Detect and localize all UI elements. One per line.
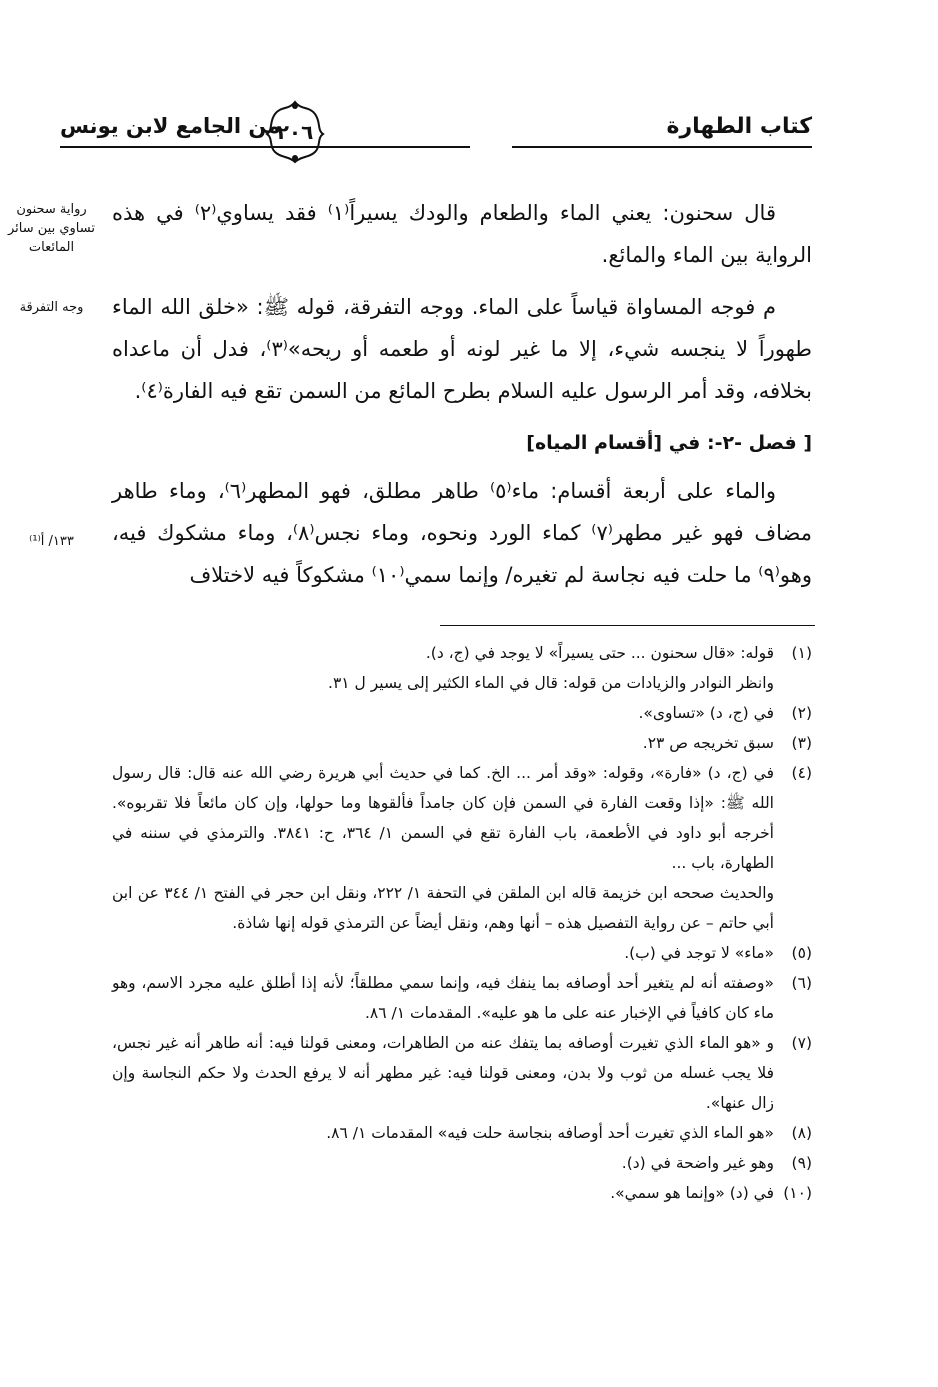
page-number: ٢٠٦ bbox=[276, 120, 314, 144]
footnote bbox=[112, 1118, 812, 1148]
book-title: كتاب الطهارة bbox=[666, 114, 812, 139]
footnote bbox=[112, 698, 812, 728]
margin-note-riwaya: رواية سحنون تساوي بين سائر المائعات bbox=[8, 202, 95, 255]
footnote bbox=[112, 1028, 812, 1118]
running-title: من الجامع لابن يونس bbox=[60, 114, 281, 138]
footnote-number: (٦) bbox=[791, 974, 812, 992]
footnote-text: «وصفته أنه لم يتغير أحد أوصافه بما ينفك فيه، وإنما سمي مطلقاً؛ لأنه إذا أطلق عليه مجرد الاسم، وهو ماء كان كافياً في الإخبار عنه على ما هو عليه». المقدمات ١/ ٨٦. bbox=[112, 974, 774, 1022]
margin-folio-ref: ١٣٣/ أ⁽¹⁾ bbox=[29, 534, 74, 549]
footnote-number: (٢) bbox=[791, 704, 812, 722]
footnote bbox=[112, 1178, 812, 1208]
footnote bbox=[112, 638, 812, 698]
footnote-number: (١) bbox=[791, 644, 812, 662]
footnote-text: وانظر النوادر والزيادات من قوله: قال في الماء الكثير إلى يسير ل ٣١. bbox=[328, 674, 774, 692]
footnote-number: (٩) bbox=[791, 1154, 812, 1172]
footnote bbox=[112, 728, 812, 758]
footnote-number: (٧) bbox=[791, 1034, 812, 1052]
footnote-text: «هو الماء الذي تغيرت أحد أوصافه بنجاسة حلت فيه» المقدمات ١/ ٨٦. bbox=[326, 1124, 774, 1142]
footnote-number: (٨) bbox=[791, 1124, 812, 1142]
header-rule-left bbox=[60, 146, 470, 148]
footnote-text: في (ج، د) «تساوى». bbox=[638, 704, 774, 722]
section-heading: [ فصل -٢-: في [أقسام المياه] bbox=[526, 432, 812, 454]
footnote-number: (٥) bbox=[791, 944, 812, 962]
margin-note-tafriqa: وجه التفرقة bbox=[19, 300, 84, 315]
footnote bbox=[112, 938, 812, 968]
paragraph-3: والماء على أربعة أقسام: ماء⁽٥⁾ طاهر مطلق، فهو المطهر⁽٦⁾، وماء طاهر مضاف فهو غير مطهر⁽٧⁾ كماء الورد ونحوه، وماء نجس⁽٨⁾، وماء مشكوك فيه، وهو⁽٩⁾ ما حلت فيه نجاسة لم تغيره/ وإنما سمي⁽١٠⁾ مشكوكاً فيه لاختلاف bbox=[112, 479, 812, 587]
footnote-number: (٣) bbox=[791, 734, 812, 752]
footnote-text: «ماء» لا توجد في (ب). bbox=[624, 944, 774, 962]
footnote-separator bbox=[440, 625, 815, 626]
header-rule-right bbox=[512, 146, 812, 148]
main-text bbox=[112, 192, 812, 606]
footnote-text: سبق تخريجه ص ٢٣. bbox=[642, 734, 774, 752]
paragraph-2: م فوجه المساواة قياساً على الماء. ووجه التفرقة، قوله ﷺ: «خلق الله الماء طهوراً لا ينجسه شيء، إلا ما غير لونه أو طعمه أو ريحه»⁽٣⁾، فدل أن ماعداه بخلافه، وقد أمر الرسول عليه السلام بطرح المائع من السمن تقع فيه الفارة⁽٤⁾. bbox=[112, 295, 812, 403]
footnote-text: في (ج، د) «فارة»، وقوله: «وقد أمر ... الخ. كما في حديث أبي هريرة رضي الله عنه قال: قال رسول الله ﷺ: «إذا وقعت الفارة في السمن فإن كان جامداً فألقوها وما حولها، وإن كان مائعاً فلا تقربوه». أخرجه أبو داود في الأطعمة، باب الفارة تقع في السمن ١/ ٣٦٤، ح: ٣٨٤١. والترمذي في سننه في الطهارة، باب ... bbox=[112, 764, 774, 872]
footnote bbox=[112, 758, 812, 938]
footnote-text: و «هو الماء الذي تغيرت أوصافه بما يتفك عنه من الطاهرات، ومعنى قولنا فيه: أنه طاهر أنه غير نجس، فلا يجب غسله من ثوب ولا بدن، ومعنى قولنا فيه: غير مطهر أنه لا يرفع الحدث ولا حكم النجاسة وإن زال عنها». bbox=[112, 1034, 774, 1112]
footnote bbox=[112, 1148, 812, 1178]
footnote-number: (١٠) bbox=[783, 1184, 812, 1202]
footnote-text: في (د) «وإنما هو سمي». bbox=[610, 1184, 774, 1202]
footnote-text: وهو غير واضحة في (د). bbox=[621, 1154, 774, 1172]
footnote-number: (٤) bbox=[791, 764, 812, 782]
page-header bbox=[60, 108, 812, 164]
footnote bbox=[112, 968, 812, 1028]
paragraph-1: قال سحنون: يعني الماء والطعام والودك يسيراً⁽١⁾ فقد يساوي⁽٢⁾ في هذه الرواية بين الماء والمائع. bbox=[112, 201, 812, 267]
footnotes bbox=[112, 638, 812, 1208]
footnote-text: والحديث صححه ابن خزيمة قاله ابن الملقن في التحفة ١/ ٢٢٢، ونقل ابن حجر في الفتح ١/ ٣٤٤ عن ابن أبي حاتم – عن رواية التفصيل هذه – أنها وهم، ونقل أيضاً عن الترمذي قوله إنها شاذة. bbox=[112, 884, 774, 932]
footnote-text: قوله: «قال سحنون ... حتى يسيراً» لا يوجد في (ج، د). bbox=[425, 644, 774, 662]
